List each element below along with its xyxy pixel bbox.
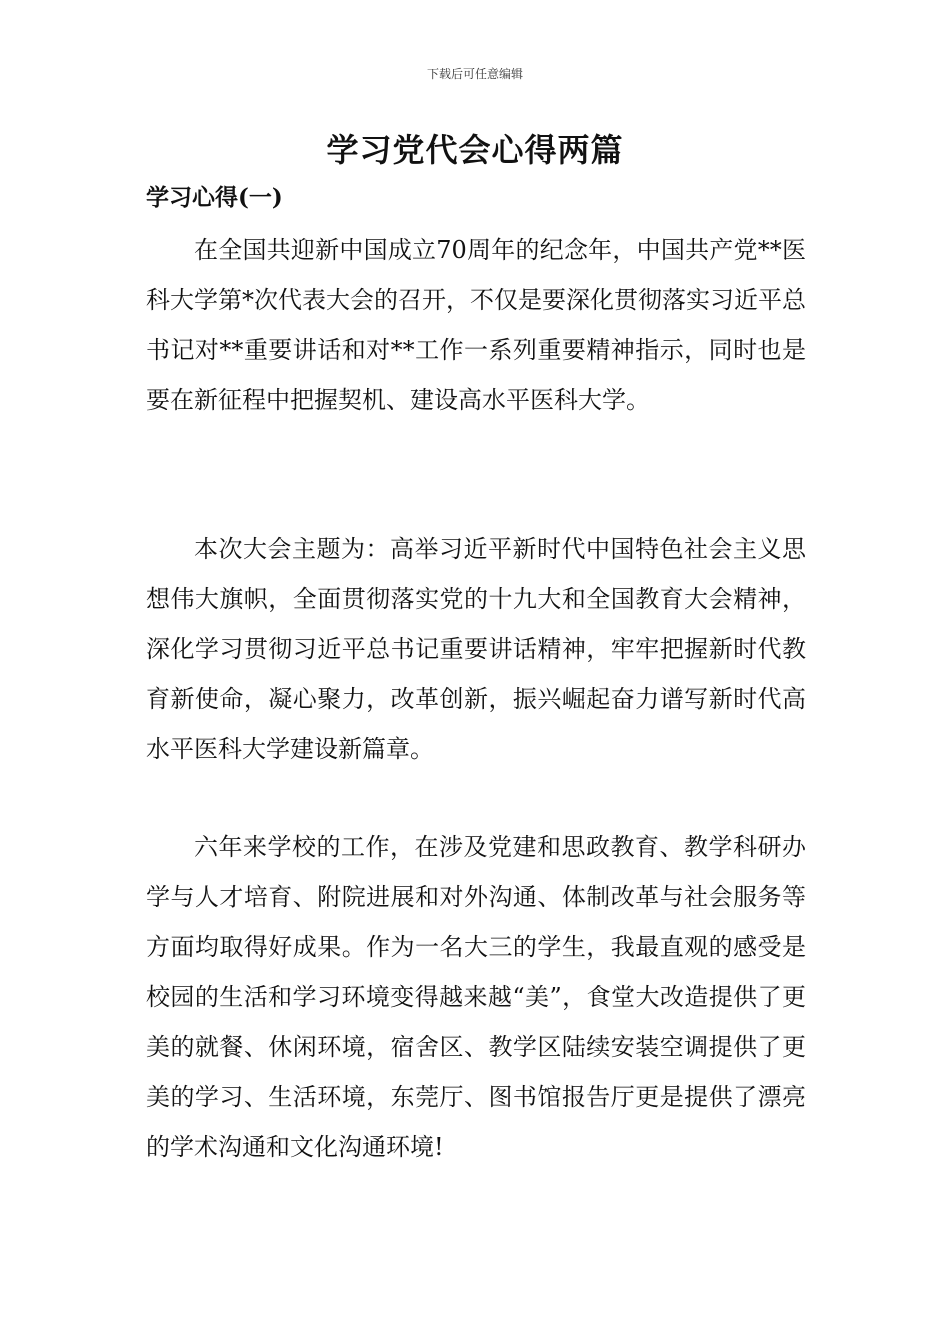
document-title: 学习党代会心得两篇 [326,131,624,169]
header-note: 下载后可任意编辑 [426,67,523,81]
paragraph: 本次大会主题为：高举习近平新时代中国特色社会主义思想伟大旗帜，全面贯彻落实党的十九大和全国教育大会精神，深化学习贯彻习近平总书记重要讲话精神，牢牢把握新时代教育新使命，凝心聚力，改革创新，振兴崛起奋力谱写新时代高水平医科大学建设新篇章。 [146,535,806,763]
section-heading: 学习心得(一) [146,184,283,211]
paragraph: 六年来学校的工作，在涉及党建和思政教育、教学科研办学与人才培育、附院进展和对外沟通、体制改革与社会服务等方面均取得好成果。作为一名大三的学生，我最直观的感受是校园的生活和学习环境变得越来越“美”，食堂大改造提供了更美的就餐、休闲环境，宿舍区、教学区陆续安装空调提供了更美的学习、生活环境，东莞厅、图书馆报告厅更是提供了漂亮的学术沟通和文化沟通环境! [146,833,806,1161]
paragraph: 在全国共迎新中国成立70周年的纪念年，中国共产党**医科大学第*次代表大会的召开，不仅是要深化贯彻落实习近平总书记对**重要讲话和对**工作一系列重要精神指示，同时也是要在新征程中把握契机、建设高水平医科大学。 [146,236,806,414]
